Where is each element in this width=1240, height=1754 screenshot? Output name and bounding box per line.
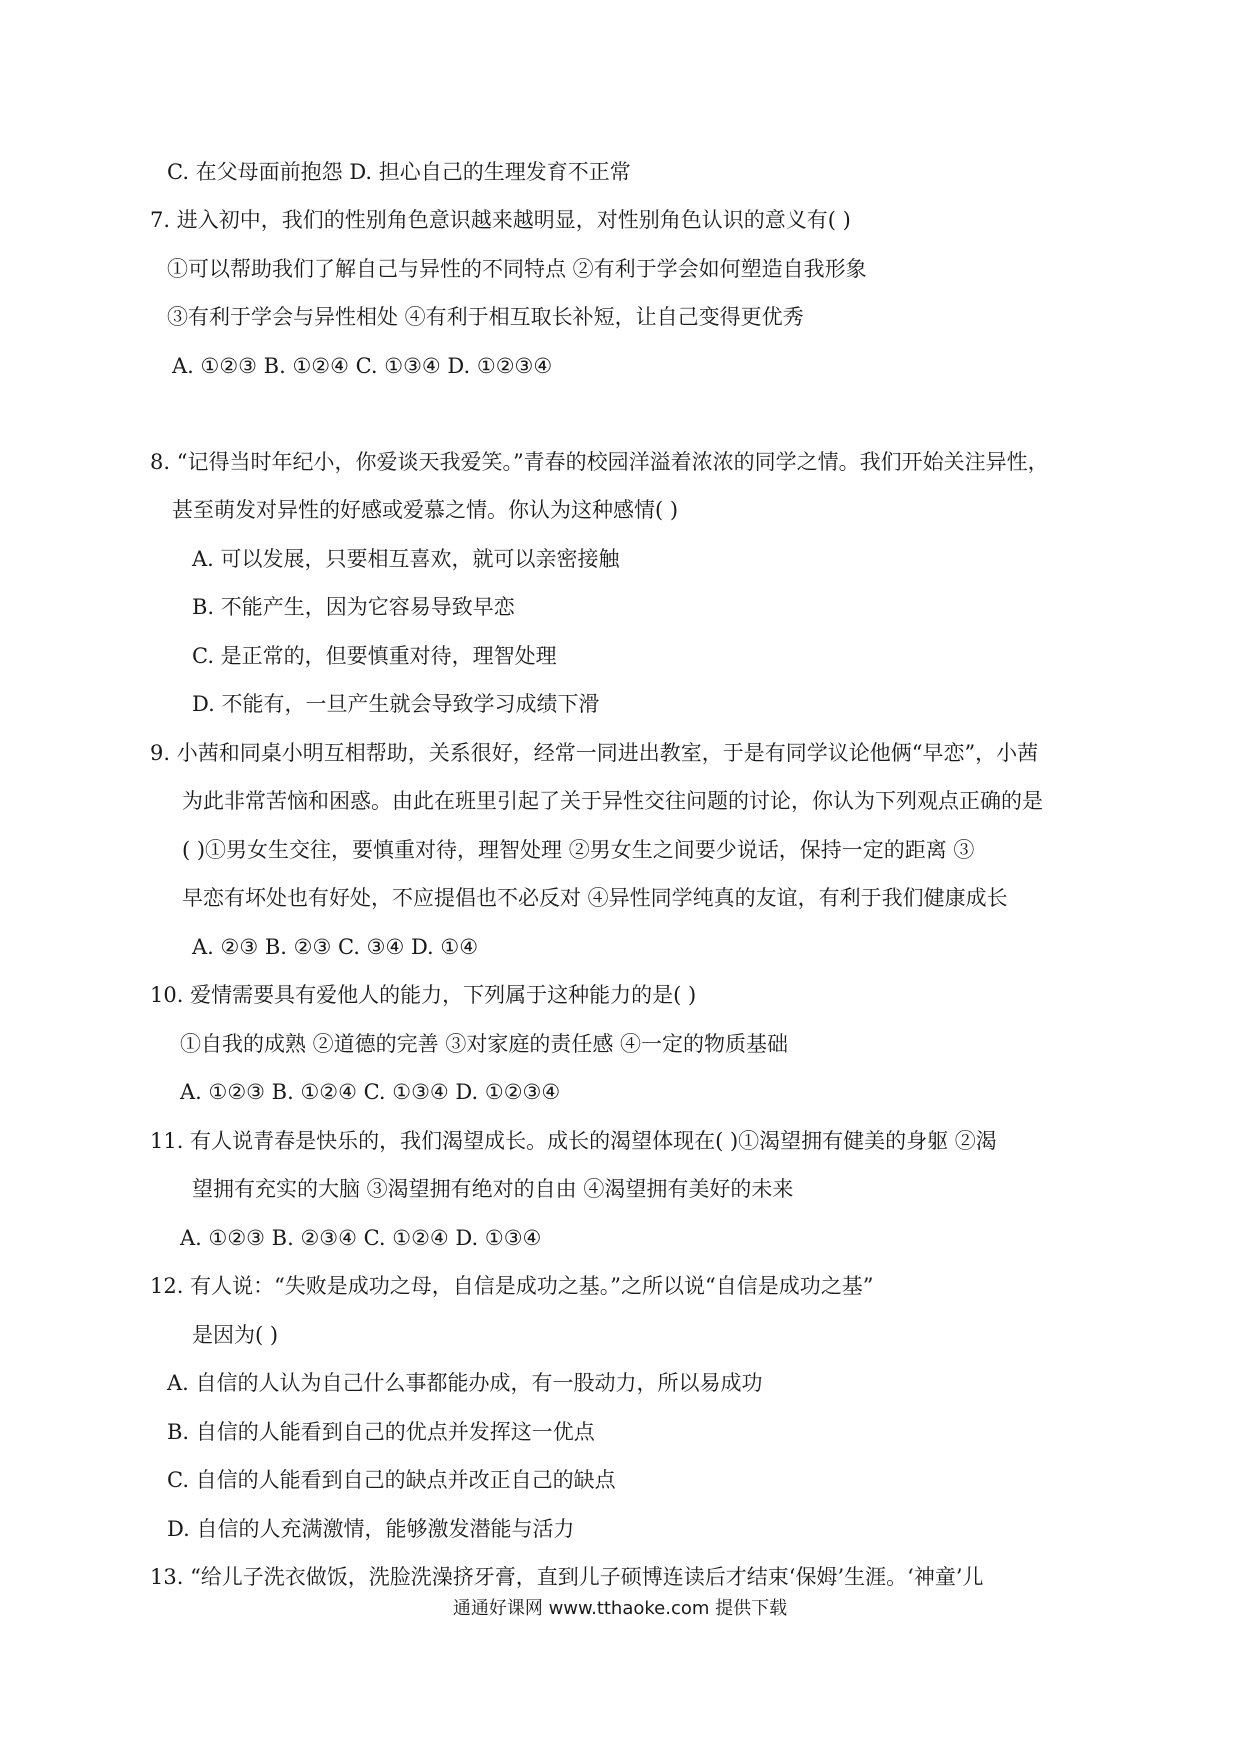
q7-statements-2: ③有利于学会与异性相处 ④有利于相互取长补短，让自己变得更优秀 [167,305,804,329]
q7-stem: 7. 进入初中，我们的性别角色意识越来越明显，对性别角色认识的意义有( ) [150,208,851,232]
q12-option-d: D. 自信的人充满激情，能够激发潜能与活力 [167,1517,575,1541]
q12-stem-1: 12. 有人说：“失败是成功之母，自信是成功之基。”之所以说“自信是成功之基” [150,1274,874,1298]
q9-stem-1: 9. 小茜和同桌小明互相帮助，关系很好，经常一同进出教室，于是有同学议论他俩“早恋”，小茜 [150,741,1039,765]
q10-choices: A. ①②③ B. ①②④ C. ①③④ D. ①②③④ [180,1080,561,1104]
q9-stem-4: 早恋有坏处也有好处，不应提倡也不必反对 ④异性同学纯真的友谊，有利于我们健康成长 [182,886,1008,910]
q10-stem: 10. 爱情需要具有爱他人的能力，下列属于这种能力的是( ) [150,983,697,1007]
q6-option-cd: C. 在父母面前抱怨 D. 担心自己的生理发育不正常 [167,160,631,184]
q9-stem-2: 为此非常苦恼和困惑。由此在班里引起了关于异性交往问题的讨论，你认为下列观点正确的是 [182,789,1043,813]
q8-option-d: D. 不能有，一旦产生就会导致学习成绩下滑 [192,692,600,716]
q10-statements: ①自我的成熟 ②道德的完善 ③对家庭的责任感 ④一定的物质基础 [180,1032,789,1056]
q11-stem-2: 望拥有充实的大脑 ③渴望拥有绝对的自由 ④渴望拥有美好的未来 [192,1177,794,1201]
q13-stem-1: 13. “给儿子洗衣做饭，洗脸洗澡挤牙膏，直到儿子硕博连读后才结束‘保姆’生涯。‘神童’儿 [150,1565,984,1589]
q7-choices: A. ①②③ B. ①②④ C. ①③④ D. ①②③④ [172,354,553,378]
q7-statements-1: ①可以帮助我们了解自己与异性的不同特点 ②有利于学会如何塑造自我形象 [167,257,867,281]
q8-option-a: A. 可以发展，只要相互喜欢，就可以亲密接触 [192,547,620,571]
q9-choices: A. ②③ B. ②③ C. ③④ D. ①④ [192,935,479,959]
page-footer: 通通好课网 www.tthaoke.com 提供下载 [452,1598,788,1619]
q12-option-b: B. 自信的人能看到自己的优点并发挥这一优点 [167,1420,595,1444]
q8-stem-2: 甚至萌发对异性的好感或爱慕之情。你认为这种感情( ) [172,498,679,522]
q8-stem-1: 8. “记得当时年纪小，你爱谈天我爱笑。”青春的校园洋溢着浓浓的同学之情。我们开始关注异性， [150,450,1049,474]
q11-stem-1: 11. 有人说青春是快乐的，我们渴望成长。成长的渴望体现在( )①渴望拥有健美的身躯 ②渴 [150,1129,997,1153]
q11-choices: A. ①②③ B. ②③④ C. ①②④ D. ①③④ [180,1226,542,1250]
q12-option-a: A. 自信的人认为自己什么事都能办成，有一股动力，所以易成功 [167,1371,763,1395]
q9-stem-3: ( )①男女生交往，要慎重对待，理智处理 ②男女生之间要少说话，保持一定的距离 ③ [182,838,975,862]
q12-option-c: C. 自信的人能看到自己的缺点并改正自己的缺点 [167,1468,616,1492]
q12-stem-2: 是因为( ) [192,1323,279,1347]
q8-option-c: C. 是正常的，但要慎重对待，理智处理 [192,644,557,668]
q8-option-b: B. 不能产生，因为它容易导致早恋 [192,595,515,619]
